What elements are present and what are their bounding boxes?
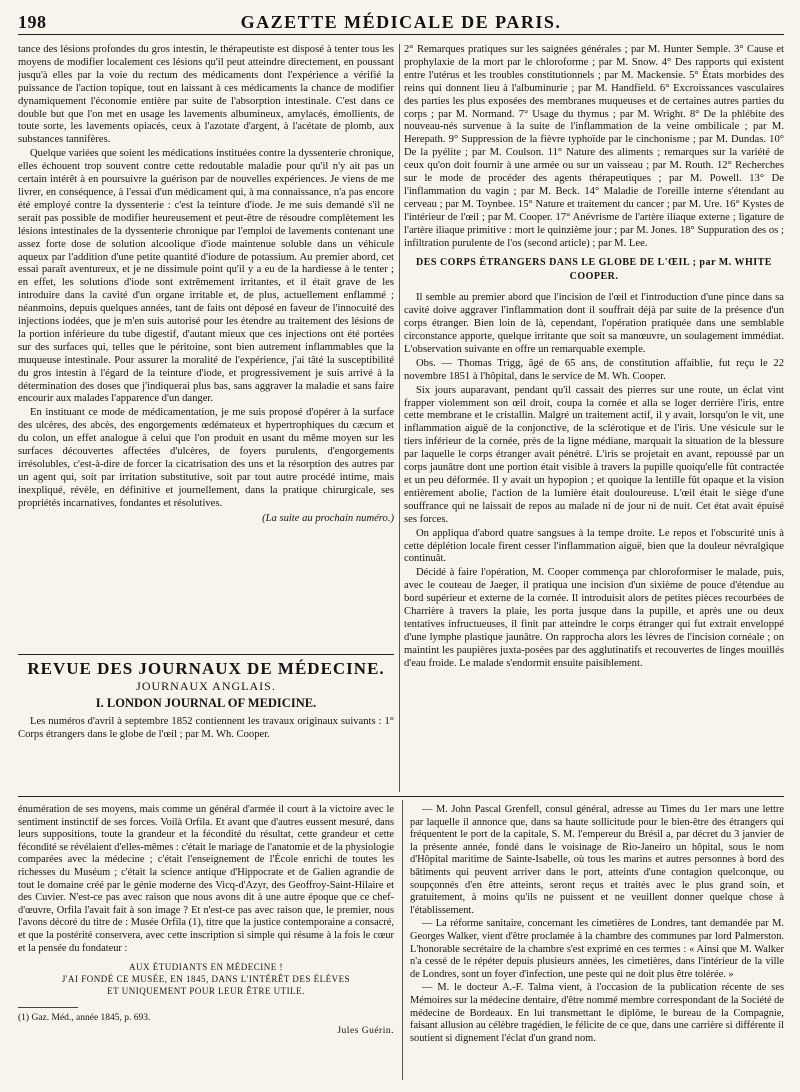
feuilleton-right xyxy=(410,804,784,1080)
paragraph: Quelque variées que soient les médications instituées contre la dyssenterie chronique, elles échouent trop souvent contre cette redoutable maladie pour qu'il n'y ait pas un certain intérêt à en poursuivre la guérison par de nouvelles expériences. Je viens de me livrer, en conséquence, à l'essai d'un médicament qui, à ma connaissance, n'a pas encore été employé contre la dyssenterie : c'est la teinture d'iode. Je me suis demandé s'il ne serait pas possible de modifier heureusement et peut-être de résoudre complètement les lésions intestinales de la dyssenterie chronique par l'emploi de lavements contenant une assez forte dose de solution alcoolique d'iode maintenue soluble dans un véhicule aqueux par l'addition d'une petite quantité d'iodure de potassium. Au premier abord, cet essai paraît aventureux, et je ne dissimule point qu'il y a eu de la hardiesse à le tenter ; en effet, les solutions d'iode sont extrêmement irritantes, et il était grave de les introduire dans la cavité d'un organe irritable et, de plus, actuellement enflammé ; néanmoins, depuis quelques années, tant de faits ont déposé en faveur de l'innocuité des injections iodées, que je m'en suis autorisé pour les étendre au traitement des lésions de la portion inférieure du tube digestif, d'autant mieux que ces injections ont été portées sur des surfaces qui, telles que le péritoine, sont bien autrement inflammables que la muqueuse intestinale. Pour assurer la moralité de l'expérience, j'ai tâté la susceptibilité du gros intestin à l'égard de la teinture d'iode, et progressivement je suis arrivé à la détermination des doses que j'indiquerai plus bas, sans aggraver la maladie et sans faire encourir aux malades l'apparence d'un danger. xyxy=(18,148,394,405)
inscription-line: J'AI FONDÉ CE MUSÉE, EN 1845, DANS L'INTÉRÊT DES ÉLÈVES xyxy=(61,974,351,985)
section-subtitle: JOURNAUX ANGLAIS. xyxy=(136,678,276,693)
news-item: — M. le docteur A.-F. Talma vient, à l'occasion de la publication récente de ses Mémoires sur la médecine dentaire, d'être nommé membre correspondant de la Société de médecine de Bordeaux. En lui transmettant le diplôme, le bureau de la Compagnie, faisant allusion au célèbre tragédien, le félicite de ce que, dans une carrière si différente il soutient si dignement l'éclat d'un grand nom. xyxy=(410,982,784,1044)
feuilleton-left xyxy=(18,804,394,1080)
paragraph: Six jours auparavant, pendant qu'il cassait des pierres sur une route, un éclat vint frapper violemment son œil droit, coupa la cornée et alla se loger derrière l'iris, entre cette membrane et le cristallin. Malgré un traitement actif, il y avait, lorsqu'on le vit, une inflammation aiguë de la conjonctive, de la sclérotique et de l'iris. Une vésicule sur le tiers inférieur de la cornée, près de la ligne médiane, marquait la situation de la blessure par laquelle le corps étranger avait pénétré. L'iris se projetait en avant, repoussé par un corps jaunâtre dont une portion était visible à travers la pupille quoiqu'elle fût contractée et un peu déformée. Il y avait un hypopion ; et quoique la lentille fût opaque et la vision entièrement abolie, l'action de la lumière était douloureuse. L'œil était le siège d'une souffrance qui ne laissait de repos au malade ni de jour ni de nuit. Cet état avait épuisé ses forces. xyxy=(404,384,784,525)
section-title: REVUE DES JOURNAUX DE MÉDECINE. xyxy=(18,654,394,676)
footnote: (1) Gaz. Méd., année 1845, p. 693. xyxy=(18,1013,151,1024)
paragraph: Les numéros d'avril à septembre 1852 contiennent les travaux originaux suivants : 1° Corps étrangers dans le globe de l'œil ; par M. Wh. Cooper. xyxy=(18,715,394,740)
revue-section xyxy=(18,652,394,792)
paragraph: tance des lésions profondes du gros intestin, le thérapeutiste est disposé à tenter tous les moyens de modifier localement ces lésions qu'il peut atteindre directement, en poussant jusqu'à elles par la voie du rectum des médicaments dont l'expérience a vérifié la puissance de l'action topique, tout en laissant à ces médicaments la chance de modifier dynamiquement l'économie entière par suite de l'absorption intestinale. C'est dans ce double but que l'on met en usage les lavements albumineux, amylacés, émollients, de toute sorte, les lavements opiacés, ceux à l'azotate d'argent, à l'acétate de plomb, aux substances tannifères. xyxy=(18,44,394,146)
column-divider xyxy=(399,44,400,792)
column-divider xyxy=(402,800,403,1080)
feuilleton-separator xyxy=(18,796,784,797)
paragraph: On appliqua d'abord quatre sangsues à la tempe droite. Le repos et l'obscurité unis à cette déplétion locale firent cesser l'inflammation aiguë, bien que la douleur névralgique continuât. xyxy=(404,527,784,565)
inscription-line: ET UNIQUEMENT POUR LEUR ÊTRE UTILE. xyxy=(107,986,305,997)
page-header xyxy=(18,8,784,35)
news-item: — La réforme sanitaire, concernant les cimetières de Londres, tant demandée par M. Georges Walker, vient d'être proclamée à la chambre des communes par lord Palmerston. L'honorable secrétaire de la chambre s'est exprimé en ces termes : « Ainsi que M. Walker n'a cessé de le répéter depuis plusieurs années, les cimetières, dans l'intérieur de la ville de Londres, sont un foyer d'infection, une peste qui ne doit plus être tolérée. » xyxy=(410,918,784,980)
journal-title: GAZETTE MÉDICALE DE PARIS. xyxy=(240,12,562,32)
inscription xyxy=(18,961,394,997)
continuation-note: (La suite au prochain numéro.) xyxy=(262,512,394,524)
signature: Jules Guérin. xyxy=(337,1025,394,1036)
article-list: 2° Remarques pratiques sur les saignées générales ; par M. Hunter Semple. 3° Cause et prophylaxie de la mort par le chloroforme ; par M. Snow. 4° Des rapports qui existent entre l'utérus et les troubles constitutionnels ; par M. Mackensie. 5° États morbides des reins qui donnent lieu à l'albuminurie ; par M. Handfield. 6° Excroissances vasculaires des parties les plus exposées des membranes muqueuses et de certaines autres parties du corps ; par M. Normand. 7° Usage du thymus ; par M. Wright. 8° De la phlébite des nouveau-nés survenue à la suite de l'inflammation de la veine ombilicale ; par M. Herepath. 9° Suppression de la fièvre typhoïde par le cinchonisme ; par M. Dundas. 10° De la pyélite ; par M. Coulson. 11° Nature des aliments ; remarques sur la variété de ceux qu'on doit fournir à une armée ou sur un vaisseau ; par M. Routh. 12° Recherches sur le mode de procéder des agents thérapeutiques ; par M. Powell. 13° De l'inflammation du vagin ; par M. Beck. 14° Maladie de l'oreille interne s'étendant au cerveau ; par M. Toynbee. 15° Nature et traitement du cancer ; par M. Ure. 16° Kystes de l'intérieur de l'œil ; par M. Cooper. 17° Anévrisme de l'artère iliaque externe ; ligature de l'artère iliaque primitive : mort le quinzième jour ; par M. Jones. 18° Suppuration des os ; infiltration purulente de l'os (second article) ; par M. Lee. xyxy=(404,44,784,249)
article-title: DES CORPS ÉTRANGERS DANS LE GLOBE DE L'ŒIL ; par M. WHITE xyxy=(416,256,772,268)
paragraph: énumération de ses moyens, mais comme un général d'armée il court à la victoire avec le sentiment instinctif de ses forces. Voilà Orfila. Et avant que d'autres eussent mesuré, dans leurs suppositions, toute la grandeur et la fécondité du résultat, cette grandeur et cette fécondité se révélaient d'elles-mêmes : c'était le mariage de l'anatomie et de la physiologie comparées avec la médecine ; c'était l'enseignement de l'École enrichi de toutes les richesses du Muséum ; c'était la science antique d'Hippocrate et de Galien agrandie de tout le domaine créé par le génie moderne des Vicq-d'Azyr, des Geoffroy-Saint-Hilaire et des Cuvier. N'est-ce pas avec raison que nous avons dit à une autre époque que ce chef-d'œuvre, Orfila l'avait fait à son image ? Et n'est-ce pas avec raison que, le premier, nous l'avons décoré du titre de : Musée Orfila (1), titre que la justice contemporaine a consacré, et que la postérité conservera, avec cette inscription si simple qui résume à la fois le cœur et la pensée du fondateur : xyxy=(18,804,394,954)
inscription-line: AUX ÉTUDIANTS EN MÉDECINE ! xyxy=(129,962,283,973)
paragraph: Décidé à faire l'opération, M. Cooper commença par chloroformiser le malade, puis, avec le couteau de Jaeger, il pratiqua une incision d'un sixième de pouce d'étendue au bord supérieur et externe de la cornée. Il introduisit alors de petites pièces recourbées de Charrière à travers la plaie, les porta jusque dans la pupille, et après une ou deux tentatives infructueuses, il finit par atteindre le corps étranger qui fut extrait enveloppé d'une lymphe plastique jaunâtre. On rapprocha alors les lèvres de l'incision cornéale ; on maintint les paupières juxta-posées par des agglutinatifs et recouvertes de linges mouillés d'eau froide. Le malade s'endormit ensuite paisiblement. xyxy=(404,567,784,669)
section-heading: I. LONDON JOURNAL OF MEDICINE. xyxy=(95,695,317,710)
observation: Obs. — Thomas Trigg, âgé de 65 ans, de constitution affaiblie, fut reçu le 22 novembre 1851 à l'hôpital, dans le service de M. Wh. Cooper. xyxy=(404,357,784,382)
page-number: 198 xyxy=(18,12,47,32)
footnote-rule xyxy=(18,1007,78,1008)
article-title-cont: COOPER. xyxy=(569,271,619,283)
news-item: — M. John Pascal Grenfell, consul général, adresse au Times du 1er mars une lettre par laquelle il annonce que, dans sa haute sollicitude pour le bien-être des étrangers qui fréquentent le port de la capitale, S. M. l'empereur du Brésil a, par décret du 3 janvier de la présente année, fondé dans le voisinage de Rio-Janeiro un hôpital, sous le nom d'Hôpital maritime de Sainte-Isabelle, où tous les marins et autres personnes à bord des bâtiments qui peuvent arriver dans le port, atteints d'une contagion quelconque, ou soupçonnés d'en être atteints, seront reçus et traités avec le plus grand soin, et gratuitement, à moins qu'ils ne puissent et ne veuillent donner quelque chose à l'établissement. xyxy=(410,804,784,916)
right-column-text xyxy=(404,44,784,792)
paragraph: Il semble au premier abord que l'incision de l'œil et l'introduction d'une pince dans sa cavité doive aggraver l'inflammation dont il souffrait déjà par suite de la présence d'un corps étranger. Bien loin de là, cependant, l'opération pratiquée dans une semblable circonstance apporte, quelque irritante que soit sa manœuvre, un soulagement immédiat. L'observation suivante en offre un remarquable exemple. xyxy=(404,292,784,355)
paragraph: En instituant ce mode de médicamentation, je me suis proposé d'opérer à la surface des ulcères, des abcès, des engorgements œdémateux et hypertrophiques du cæcum et du colon, un effet analogue à celui que l'on produit en usant du même moyen sur les surfaces découvertes affectées d'ulcères, de foyers purulents, d'engorgements irrésolubles, c'est-à-dire de forcer la cicatrisation des uns et la résorption des autres par un agent qui, soit par irritation substitutive, soit par tout autre procédé intime, mais inexpliqué, révèle, en définitive et journellement, dans la pratique chirurgicale, ses propriétés incarnatives, fondantes et résolutives. xyxy=(18,407,394,509)
left-column-text xyxy=(18,44,394,640)
